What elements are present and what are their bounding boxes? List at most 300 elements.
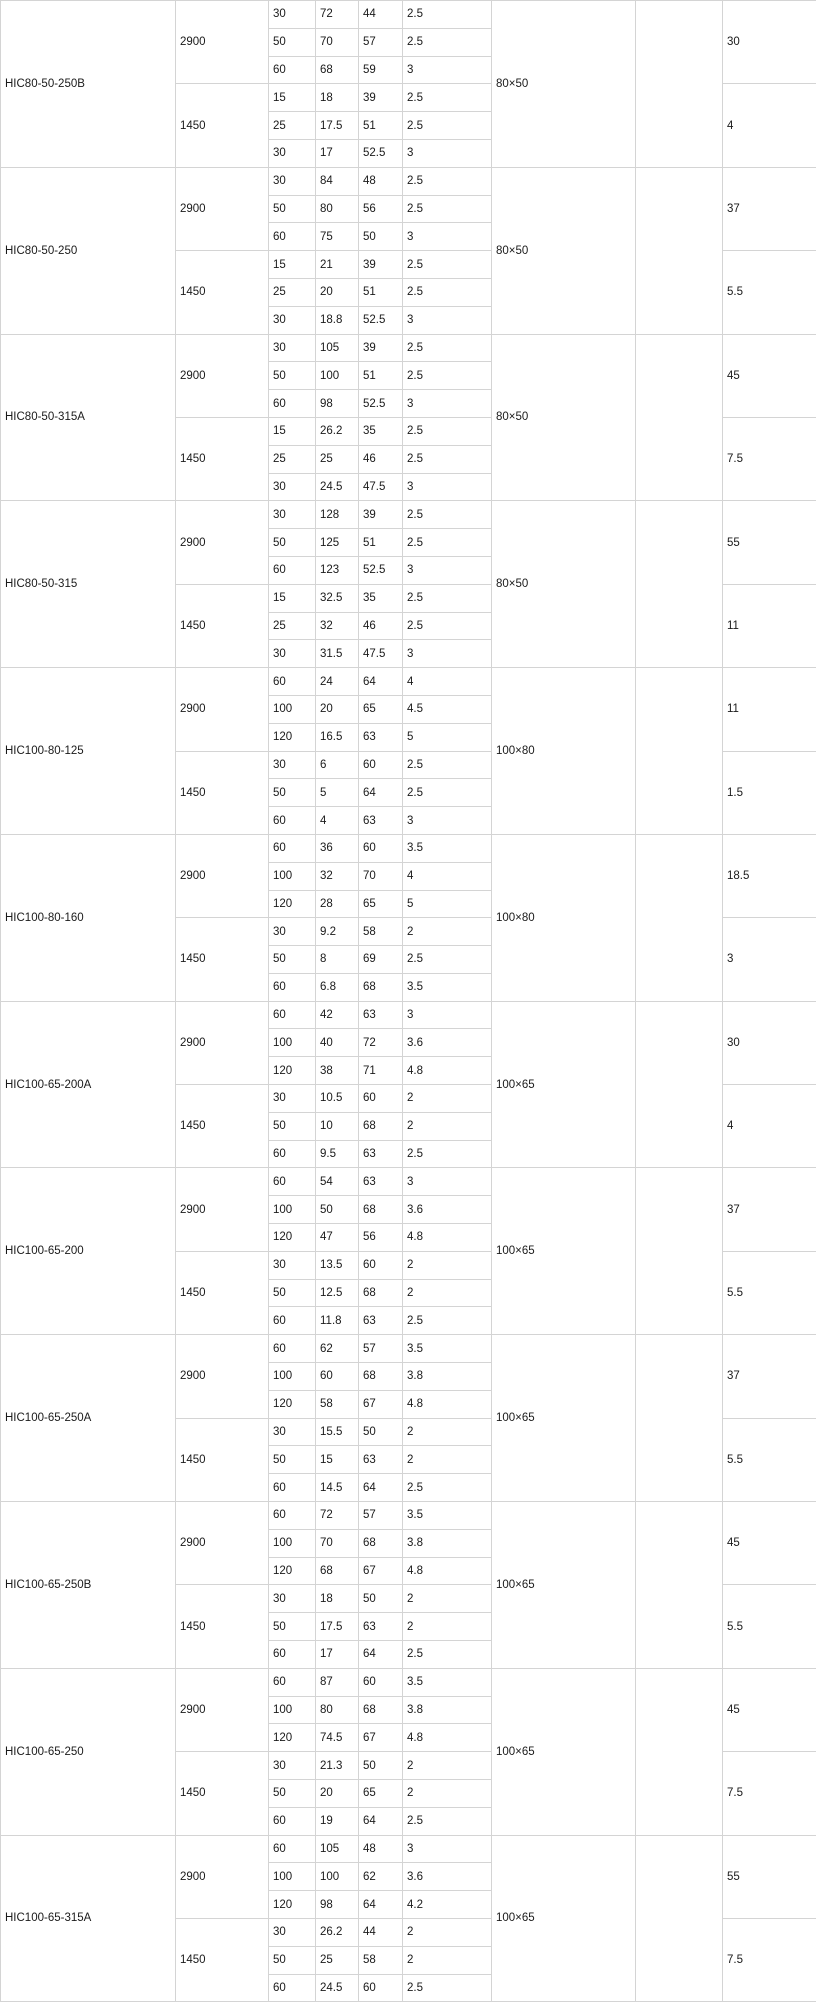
efficiency-cell: 46 bbox=[359, 445, 403, 473]
size-cell: 80×50 bbox=[492, 501, 636, 668]
flow-cell: 120 bbox=[269, 890, 316, 918]
efficiency-cell: 59 bbox=[359, 56, 403, 84]
head-cell: 20 bbox=[316, 278, 359, 306]
flow-cell: 50 bbox=[269, 779, 316, 807]
table-row bbox=[1, 1001, 816, 1029]
efficiency-cell: 50 bbox=[359, 1752, 403, 1780]
npsh-cell: 2 bbox=[403, 1752, 492, 1780]
efficiency-cell: 57 bbox=[359, 1502, 403, 1530]
efficiency-cell: 68 bbox=[359, 1363, 403, 1391]
flow-cell: 30 bbox=[269, 139, 316, 167]
flow-cell: 100 bbox=[269, 1363, 316, 1391]
npsh-cell: 4.2 bbox=[403, 1891, 492, 1919]
head-cell: 4 bbox=[316, 807, 359, 835]
efficiency-cell: 64 bbox=[359, 1474, 403, 1502]
head-cell: 24.5 bbox=[316, 1974, 359, 2002]
head-cell: 32.5 bbox=[316, 584, 359, 612]
head-cell: 54 bbox=[316, 1168, 359, 1196]
flow-cell: 60 bbox=[269, 1474, 316, 1502]
flow-cell: 30 bbox=[269, 167, 316, 195]
head-cell: 80 bbox=[316, 1696, 359, 1724]
npsh-cell: 3.5 bbox=[403, 1335, 492, 1363]
npsh-cell: 4.8 bbox=[403, 1390, 492, 1418]
head-cell: 25 bbox=[316, 445, 359, 473]
head-cell: 84 bbox=[316, 167, 359, 195]
flow-cell: 30 bbox=[269, 1585, 316, 1613]
head-cell: 8 bbox=[316, 946, 359, 974]
npsh-cell: 5 bbox=[403, 723, 492, 751]
size-cell: 80×50 bbox=[492, 167, 636, 334]
model-cell: HIC80-50-315 bbox=[1, 501, 176, 668]
efficiency-cell: 50 bbox=[359, 1585, 403, 1613]
flow-cell: 60 bbox=[269, 668, 316, 696]
head-cell: 21.3 bbox=[316, 1752, 359, 1780]
npsh-cell: 2.5 bbox=[403, 1474, 492, 1502]
efficiency-cell: 60 bbox=[359, 1668, 403, 1696]
efficiency-cell: 64 bbox=[359, 668, 403, 696]
npsh-cell: 3.6 bbox=[403, 1863, 492, 1891]
head-cell: 12.5 bbox=[316, 1279, 359, 1307]
flow-cell: 30 bbox=[269, 1752, 316, 1780]
size-cell: 100×65 bbox=[492, 1835, 636, 2002]
efficiency-cell: 64 bbox=[359, 779, 403, 807]
efficiency-cell: 44 bbox=[359, 1, 403, 29]
npsh-cell: 3 bbox=[403, 807, 492, 835]
flow-cell: 30 bbox=[269, 334, 316, 362]
head-cell: 105 bbox=[316, 1835, 359, 1863]
speed-cell: 2900 bbox=[176, 501, 269, 584]
npsh-cell: 2 bbox=[403, 1251, 492, 1279]
flow-cell: 50 bbox=[269, 1279, 316, 1307]
flow-cell: 100 bbox=[269, 862, 316, 890]
efficiency-cell: 63 bbox=[359, 1307, 403, 1335]
npsh-cell: 2 bbox=[403, 1279, 492, 1307]
efficiency-cell: 67 bbox=[359, 1724, 403, 1752]
model-cell: HIC100-65-250 bbox=[1, 1668, 176, 1835]
efficiency-cell: 51 bbox=[359, 529, 403, 557]
efficiency-cell: 68 bbox=[359, 1112, 403, 1140]
npsh-cell: 2.5 bbox=[403, 1140, 492, 1168]
size-cell: 80×50 bbox=[492, 1, 636, 168]
power-cell: 7.5 bbox=[723, 417, 816, 500]
flow-cell: 60 bbox=[269, 1974, 316, 2002]
flow-cell: 120 bbox=[269, 1557, 316, 1585]
flow-cell: 30 bbox=[269, 1, 316, 29]
power-cell: 37 bbox=[723, 167, 816, 250]
npsh-cell: 2.5 bbox=[403, 584, 492, 612]
model-cell: HIC80-50-250 bbox=[1, 167, 176, 334]
speed-cell: 1450 bbox=[176, 584, 269, 667]
flow-cell: 60 bbox=[269, 56, 316, 84]
npsh-cell: 4.8 bbox=[403, 1724, 492, 1752]
head-cell: 13.5 bbox=[316, 1251, 359, 1279]
npsh-cell: 2.5 bbox=[403, 334, 492, 362]
efficiency-cell: 39 bbox=[359, 251, 403, 279]
power-cell: 30 bbox=[723, 1, 816, 84]
flow-cell: 25 bbox=[269, 112, 316, 140]
npsh-cell: 2.5 bbox=[403, 195, 492, 223]
flow-cell: 60 bbox=[269, 1502, 316, 1530]
efficiency-cell: 63 bbox=[359, 1168, 403, 1196]
flow-cell: 120 bbox=[269, 1724, 316, 1752]
size-cell: 100×80 bbox=[492, 834, 636, 1001]
efficiency-cell: 47.5 bbox=[359, 640, 403, 668]
table-row bbox=[1, 1835, 816, 1863]
speed-cell: 2900 bbox=[176, 1001, 269, 1084]
head-cell: 125 bbox=[316, 529, 359, 557]
table-row bbox=[1, 1502, 816, 1530]
head-cell: 10.5 bbox=[316, 1085, 359, 1113]
efficiency-cell: 57 bbox=[359, 28, 403, 56]
flow-cell: 120 bbox=[269, 1057, 316, 1085]
efficiency-cell: 35 bbox=[359, 417, 403, 445]
power-cell: 30 bbox=[723, 1001, 816, 1084]
npsh-cell: 2 bbox=[403, 1918, 492, 1946]
flow-cell: 120 bbox=[269, 1224, 316, 1252]
efficiency-cell: 52.5 bbox=[359, 306, 403, 334]
table-row bbox=[1, 1, 816, 29]
npsh-cell: 2.5 bbox=[403, 167, 492, 195]
efficiency-cell: 48 bbox=[359, 167, 403, 195]
model-cell: HIC100-80-125 bbox=[1, 668, 176, 835]
npsh-cell: 2.5 bbox=[403, 529, 492, 557]
npsh-cell: 2.5 bbox=[403, 751, 492, 779]
flow-cell: 50 bbox=[269, 195, 316, 223]
speed-cell: 1450 bbox=[176, 1585, 269, 1668]
model-cell: HIC100-65-200A bbox=[1, 1001, 176, 1168]
flow-cell: 60 bbox=[269, 223, 316, 251]
efficiency-cell: 69 bbox=[359, 946, 403, 974]
head-cell: 6 bbox=[316, 751, 359, 779]
head-cell: 70 bbox=[316, 1529, 359, 1557]
head-cell: 19 bbox=[316, 1807, 359, 1835]
flow-cell: 60 bbox=[269, 973, 316, 1001]
npsh-cell: 2.5 bbox=[403, 612, 492, 640]
power-cell: 45 bbox=[723, 334, 816, 417]
head-cell: 26.2 bbox=[316, 417, 359, 445]
efficiency-cell: 63 bbox=[359, 1001, 403, 1029]
npsh-cell: 3.5 bbox=[403, 973, 492, 1001]
npsh-cell: 2.5 bbox=[403, 84, 492, 112]
head-cell: 26.2 bbox=[316, 1918, 359, 1946]
head-cell: 24 bbox=[316, 668, 359, 696]
blank-cell bbox=[636, 1502, 723, 1669]
head-cell: 50 bbox=[316, 1196, 359, 1224]
head-cell: 10 bbox=[316, 1112, 359, 1140]
flow-cell: 50 bbox=[269, 362, 316, 390]
head-cell: 17.5 bbox=[316, 1613, 359, 1641]
flow-cell: 60 bbox=[269, 1335, 316, 1363]
speed-cell: 1450 bbox=[176, 1918, 269, 2001]
head-cell: 38 bbox=[316, 1057, 359, 1085]
head-cell: 62 bbox=[316, 1335, 359, 1363]
efficiency-cell: 63 bbox=[359, 807, 403, 835]
speed-cell: 2900 bbox=[176, 1335, 269, 1418]
efficiency-cell: 44 bbox=[359, 1918, 403, 1946]
head-cell: 17 bbox=[316, 139, 359, 167]
npsh-cell: 4 bbox=[403, 862, 492, 890]
npsh-cell: 3.8 bbox=[403, 1363, 492, 1391]
efficiency-cell: 50 bbox=[359, 223, 403, 251]
flow-cell: 50 bbox=[269, 1613, 316, 1641]
efficiency-cell: 60 bbox=[359, 834, 403, 862]
table-row bbox=[1, 334, 816, 362]
model-cell: HIC100-65-250B bbox=[1, 1502, 176, 1669]
power-cell: 45 bbox=[723, 1668, 816, 1751]
table-row bbox=[1, 834, 816, 862]
flow-cell: 15 bbox=[269, 84, 316, 112]
npsh-cell: 5 bbox=[403, 890, 492, 918]
efficiency-cell: 60 bbox=[359, 1085, 403, 1113]
flow-cell: 60 bbox=[269, 1807, 316, 1835]
npsh-cell: 2 bbox=[403, 1613, 492, 1641]
flow-cell: 30 bbox=[269, 1085, 316, 1113]
power-cell: 5.5 bbox=[723, 251, 816, 334]
head-cell: 28 bbox=[316, 890, 359, 918]
npsh-cell: 3 bbox=[403, 306, 492, 334]
flow-cell: 120 bbox=[269, 723, 316, 751]
npsh-cell: 2 bbox=[403, 1085, 492, 1113]
head-cell: 42 bbox=[316, 1001, 359, 1029]
head-cell: 68 bbox=[316, 1557, 359, 1585]
head-cell: 100 bbox=[316, 1863, 359, 1891]
npsh-cell: 2.5 bbox=[403, 251, 492, 279]
table-row bbox=[1, 1335, 816, 1363]
efficiency-cell: 67 bbox=[359, 1557, 403, 1585]
head-cell: 17.5 bbox=[316, 112, 359, 140]
speed-cell: 2900 bbox=[176, 1835, 269, 1918]
flow-cell: 50 bbox=[269, 946, 316, 974]
head-cell: 72 bbox=[316, 1, 359, 29]
npsh-cell: 2.5 bbox=[403, 779, 492, 807]
flow-cell: 120 bbox=[269, 1390, 316, 1418]
efficiency-cell: 47.5 bbox=[359, 473, 403, 501]
npsh-cell: 2 bbox=[403, 1946, 492, 1974]
npsh-cell: 2 bbox=[403, 1112, 492, 1140]
speed-cell: 2900 bbox=[176, 167, 269, 250]
speed-cell: 2900 bbox=[176, 834, 269, 917]
flow-cell: 25 bbox=[269, 612, 316, 640]
speed-cell: 2900 bbox=[176, 1502, 269, 1585]
npsh-cell: 3 bbox=[403, 390, 492, 418]
efficiency-cell: 63 bbox=[359, 723, 403, 751]
head-cell: 9.2 bbox=[316, 918, 359, 946]
npsh-cell: 2 bbox=[403, 918, 492, 946]
power-cell: 5.5 bbox=[723, 1585, 816, 1668]
npsh-cell: 3 bbox=[403, 1001, 492, 1029]
power-cell: 55 bbox=[723, 501, 816, 584]
power-cell: 45 bbox=[723, 1502, 816, 1585]
npsh-cell: 3 bbox=[403, 1168, 492, 1196]
flow-cell: 60 bbox=[269, 1140, 316, 1168]
power-cell: 11 bbox=[723, 584, 816, 667]
efficiency-cell: 68 bbox=[359, 1529, 403, 1557]
flow-cell: 60 bbox=[269, 556, 316, 584]
head-cell: 75 bbox=[316, 223, 359, 251]
power-cell: 5.5 bbox=[723, 1418, 816, 1501]
efficiency-cell: 51 bbox=[359, 112, 403, 140]
blank-cell bbox=[636, 1001, 723, 1168]
head-cell: 80 bbox=[316, 195, 359, 223]
efficiency-cell: 39 bbox=[359, 334, 403, 362]
table-row bbox=[1, 1168, 816, 1196]
flow-cell: 30 bbox=[269, 1918, 316, 1946]
npsh-cell: 4 bbox=[403, 668, 492, 696]
head-cell: 16.5 bbox=[316, 723, 359, 751]
flow-cell: 50 bbox=[269, 1780, 316, 1808]
size-cell: 100×80 bbox=[492, 668, 636, 835]
speed-cell: 1450 bbox=[176, 417, 269, 500]
flow-cell: 30 bbox=[269, 306, 316, 334]
efficiency-cell: 60 bbox=[359, 751, 403, 779]
speed-cell: 2900 bbox=[176, 1168, 269, 1251]
head-cell: 25 bbox=[316, 1946, 359, 1974]
npsh-cell: 2.5 bbox=[403, 1307, 492, 1335]
efficiency-cell: 60 bbox=[359, 1974, 403, 2002]
efficiency-cell: 67 bbox=[359, 1390, 403, 1418]
npsh-cell: 2.5 bbox=[403, 1, 492, 29]
npsh-cell: 3.5 bbox=[403, 1502, 492, 1530]
table-row bbox=[1, 501, 816, 529]
blank-cell bbox=[636, 334, 723, 501]
power-cell: 7.5 bbox=[723, 1752, 816, 1835]
head-cell: 32 bbox=[316, 862, 359, 890]
flow-cell: 30 bbox=[269, 918, 316, 946]
npsh-cell: 3 bbox=[403, 223, 492, 251]
npsh-cell: 2 bbox=[403, 1418, 492, 1446]
flow-cell: 30 bbox=[269, 640, 316, 668]
model-cell: HIC100-65-250A bbox=[1, 1335, 176, 1502]
efficiency-cell: 68 bbox=[359, 1196, 403, 1224]
efficiency-cell: 63 bbox=[359, 1613, 403, 1641]
head-cell: 21 bbox=[316, 251, 359, 279]
model-cell: HIC100-65-315A bbox=[1, 1835, 176, 2002]
speed-cell: 1450 bbox=[176, 918, 269, 1001]
efficiency-cell: 65 bbox=[359, 695, 403, 723]
efficiency-cell: 39 bbox=[359, 84, 403, 112]
table-row bbox=[1, 668, 816, 696]
npsh-cell: 3.5 bbox=[403, 834, 492, 862]
efficiency-cell: 68 bbox=[359, 1279, 403, 1307]
blank-cell bbox=[636, 501, 723, 668]
head-cell: 58 bbox=[316, 1390, 359, 1418]
power-cell: 3 bbox=[723, 918, 816, 1001]
efficiency-cell: 58 bbox=[359, 1946, 403, 1974]
speed-cell: 2900 bbox=[176, 334, 269, 417]
efficiency-cell: 52.5 bbox=[359, 390, 403, 418]
head-cell: 32 bbox=[316, 612, 359, 640]
head-cell: 72 bbox=[316, 1502, 359, 1530]
head-cell: 6.8 bbox=[316, 973, 359, 1001]
efficiency-cell: 51 bbox=[359, 278, 403, 306]
npsh-cell: 3.8 bbox=[403, 1529, 492, 1557]
efficiency-cell: 60 bbox=[359, 1251, 403, 1279]
head-cell: 128 bbox=[316, 501, 359, 529]
npsh-cell: 4.5 bbox=[403, 695, 492, 723]
npsh-cell: 3 bbox=[403, 640, 492, 668]
table-row bbox=[1, 1668, 816, 1696]
flow-cell: 60 bbox=[269, 390, 316, 418]
head-cell: 60 bbox=[316, 1363, 359, 1391]
blank-cell bbox=[636, 1668, 723, 1835]
size-cell: 100×65 bbox=[492, 1168, 636, 1335]
npsh-cell: 2.5 bbox=[403, 1807, 492, 1835]
flow-cell: 50 bbox=[269, 28, 316, 56]
flow-cell: 50 bbox=[269, 1946, 316, 1974]
flow-cell: 60 bbox=[269, 1641, 316, 1669]
model-cell: HIC100-65-200 bbox=[1, 1168, 176, 1335]
efficiency-cell: 63 bbox=[359, 1446, 403, 1474]
flow-cell: 30 bbox=[269, 1251, 316, 1279]
efficiency-cell: 68 bbox=[359, 1696, 403, 1724]
model-cell: HIC80-50-315A bbox=[1, 334, 176, 501]
size-cell: 100×65 bbox=[492, 1668, 636, 1835]
efficiency-cell: 65 bbox=[359, 890, 403, 918]
blank-cell bbox=[636, 1835, 723, 2002]
npsh-cell: 3.6 bbox=[403, 1196, 492, 1224]
npsh-cell: 2.5 bbox=[403, 112, 492, 140]
power-cell: 4 bbox=[723, 84, 816, 167]
npsh-cell: 3.8 bbox=[403, 1696, 492, 1724]
speed-cell: 2900 bbox=[176, 1, 269, 84]
flow-cell: 60 bbox=[269, 1307, 316, 1335]
head-cell: 17 bbox=[316, 1641, 359, 1669]
efficiency-cell: 70 bbox=[359, 862, 403, 890]
efficiency-cell: 46 bbox=[359, 612, 403, 640]
efficiency-cell: 56 bbox=[359, 195, 403, 223]
blank-cell bbox=[636, 1, 723, 168]
flow-cell: 25 bbox=[269, 278, 316, 306]
efficiency-cell: 50 bbox=[359, 1418, 403, 1446]
head-cell: 20 bbox=[316, 695, 359, 723]
power-cell: 11 bbox=[723, 668, 816, 751]
size-cell: 100×65 bbox=[492, 1502, 636, 1669]
npsh-cell: 2.5 bbox=[403, 1641, 492, 1669]
speed-cell: 2900 bbox=[176, 668, 269, 751]
flow-cell: 30 bbox=[269, 501, 316, 529]
head-cell: 24.5 bbox=[316, 473, 359, 501]
npsh-cell: 4.8 bbox=[403, 1057, 492, 1085]
efficiency-cell: 52.5 bbox=[359, 556, 403, 584]
efficiency-cell: 58 bbox=[359, 918, 403, 946]
efficiency-cell: 51 bbox=[359, 362, 403, 390]
flow-cell: 100 bbox=[269, 1529, 316, 1557]
npsh-cell: 3 bbox=[403, 56, 492, 84]
head-cell: 18.8 bbox=[316, 306, 359, 334]
npsh-cell: 3.5 bbox=[403, 1668, 492, 1696]
power-cell: 37 bbox=[723, 1335, 816, 1418]
head-cell: 40 bbox=[316, 1029, 359, 1057]
flow-cell: 60 bbox=[269, 1168, 316, 1196]
head-cell: 98 bbox=[316, 1891, 359, 1919]
efficiency-cell: 68 bbox=[359, 973, 403, 1001]
power-cell: 5.5 bbox=[723, 1251, 816, 1334]
flow-cell: 100 bbox=[269, 1696, 316, 1724]
model-cell: HIC80-50-250B bbox=[1, 1, 176, 168]
speed-cell: 2900 bbox=[176, 1668, 269, 1751]
efficiency-cell: 65 bbox=[359, 1780, 403, 1808]
npsh-cell: 3 bbox=[403, 1835, 492, 1863]
size-cell: 100×65 bbox=[492, 1335, 636, 1502]
flow-cell: 60 bbox=[269, 1001, 316, 1029]
flow-cell: 15 bbox=[269, 417, 316, 445]
npsh-cell: 2.5 bbox=[403, 28, 492, 56]
efficiency-cell: 72 bbox=[359, 1029, 403, 1057]
blank-cell bbox=[636, 668, 723, 835]
npsh-cell: 3 bbox=[403, 139, 492, 167]
power-cell: 37 bbox=[723, 1168, 816, 1251]
size-cell: 100×65 bbox=[492, 1001, 636, 1168]
